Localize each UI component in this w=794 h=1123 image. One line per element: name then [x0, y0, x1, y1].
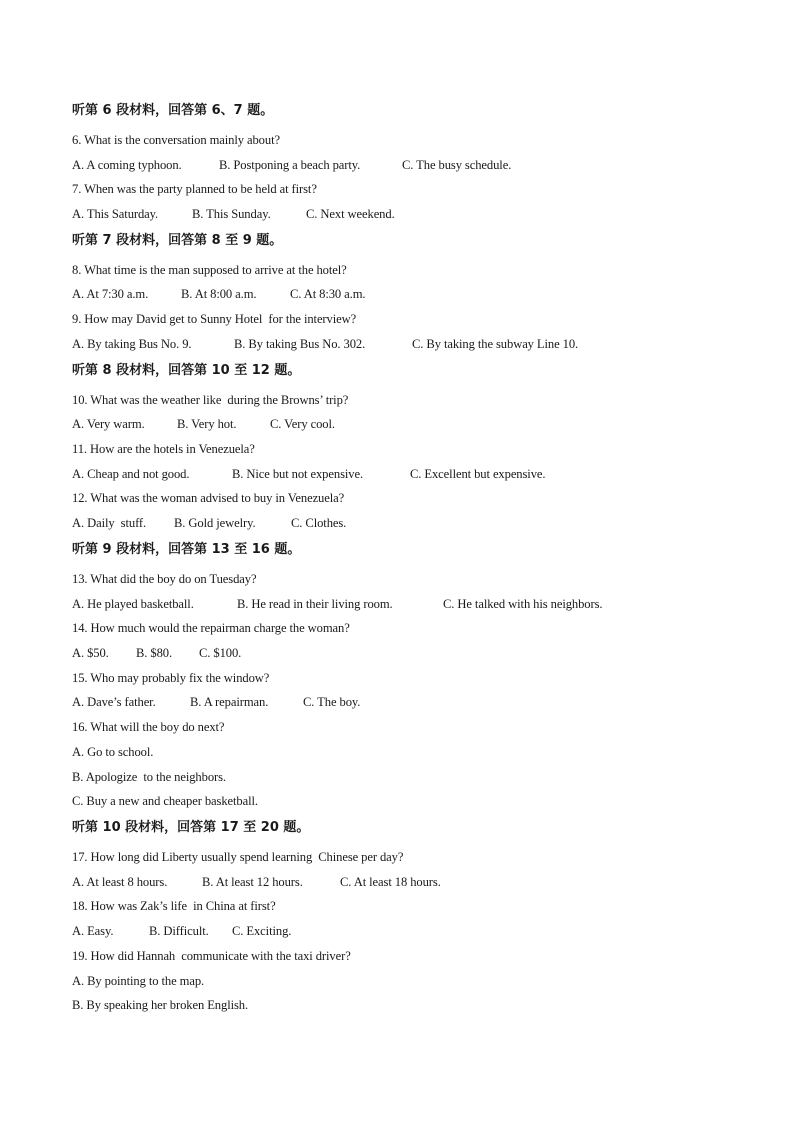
option-b: B. Very hot.: [177, 417, 237, 431]
option-b: B. Nice but not expensive.: [232, 467, 364, 481]
question-12: 12. What was the woman advised to buy in Venezuela?: [72, 491, 345, 505]
option-c: C. Exciting.: [232, 924, 292, 938]
option-a: A. Daily stuff.: [72, 516, 147, 530]
section-heading: 听第 9 段材料，回答第 13 至 16 题。: [72, 542, 301, 557]
option-a: A. Very warm.: [72, 417, 145, 431]
option-c: C. Clothes.: [291, 516, 347, 530]
option-a: A. Go to school.: [72, 745, 154, 759]
option-a: A. By taking Bus No. 9.: [72, 337, 192, 351]
question-11: 11. How are the hotels in Venezuela?: [72, 442, 255, 456]
option-a: A. By pointing to the map.: [72, 974, 205, 988]
option-b: B. Difficult.: [149, 924, 209, 938]
option-b: B. This Sunday.: [192, 207, 271, 221]
option-c: C. The busy schedule.: [402, 158, 512, 172]
question-7: 7. When was the party planned to be held at first?: [72, 182, 317, 196]
question-6: 6. What is the conversation mainly about?: [72, 133, 280, 147]
option-b: B. By taking Bus No. 302.: [234, 337, 366, 351]
option-a: A. At least 8 hours.: [72, 875, 168, 889]
option-a: A. This Saturday.: [72, 207, 159, 221]
option-c: C. $100.: [199, 646, 242, 660]
option-b: B. He read in their living room.: [237, 597, 393, 611]
question-8: 8. What time is the man supposed to arrive at the hotel?: [72, 263, 347, 277]
option-a: A. A coming typhoon.: [72, 158, 182, 172]
option-a: A. Cheap and not good.: [72, 467, 190, 481]
option-a: A. Easy.: [72, 924, 114, 938]
option-c: C. Excellent but expensive.: [410, 467, 546, 481]
option-b: B. Gold jewelry.: [174, 516, 256, 530]
option-a: A. He played basketball.: [72, 597, 194, 611]
question-9: 9. How may David get to Sunny Hotel for the interview?: [72, 312, 357, 326]
option-c: C. Buy a new and cheaper basketball.: [72, 794, 258, 808]
question-10: 10. What was the weather like during the Browns’ trip?: [72, 393, 349, 407]
section-heading: 听第 7 段材料，回答第 8 至 9 题。: [72, 233, 283, 248]
option-b: B. Apologize to the neighbors.: [72, 770, 226, 784]
section-heading: 听第 8 段材料，回答第 10 至 12 题。: [72, 363, 301, 378]
option-a: A. Dave’s father.: [72, 695, 156, 709]
option-b: B. Postponing a beach party.: [219, 158, 361, 172]
option-c: C. At least 18 hours.: [340, 875, 441, 889]
option-b: B. $80.: [136, 646, 173, 660]
option-c: C. Next weekend.: [306, 207, 395, 221]
question-17: 17. How long did Liberty usually spend learning Chinese per day?: [72, 850, 404, 864]
option-b: B. By speaking her broken English.: [72, 998, 249, 1012]
option-c: C. At 8:30 a.m.: [290, 287, 366, 301]
option-c: C. The boy.: [303, 695, 361, 709]
question-13: 13. What did the boy do on Tuesday?: [72, 572, 257, 586]
question-15: 15. Who may probably fix the window?: [72, 671, 270, 685]
option-c: C. Very cool.: [270, 417, 335, 431]
section-heading: 听第 10 段材料，回答第 17 至 20 题。: [72, 820, 310, 835]
option-b: B. At least 12 hours.: [202, 875, 303, 889]
question-14: 14. How much would the repairman charge the woman?: [72, 621, 350, 635]
option-c: C. He talked with his neighbors.: [443, 597, 603, 611]
option-b: B. At 8:00 a.m.: [181, 287, 257, 301]
section-heading: 听第 6 段材料，回答第 6、7 题。: [72, 103, 274, 118]
option-b: B. A repairman.: [190, 695, 269, 709]
question-16: 16. What will the boy do next?: [72, 720, 225, 734]
question-19: 19. How did Hannah communicate with the taxi driver?: [72, 949, 351, 963]
option-a: A. $50.: [72, 646, 109, 660]
option-c: C. By taking the subway Line 10.: [412, 337, 579, 351]
question-18: 18. How was Zak’s life in China at first?: [72, 899, 276, 913]
option-a: A. At 7:30 a.m.: [72, 287, 149, 301]
